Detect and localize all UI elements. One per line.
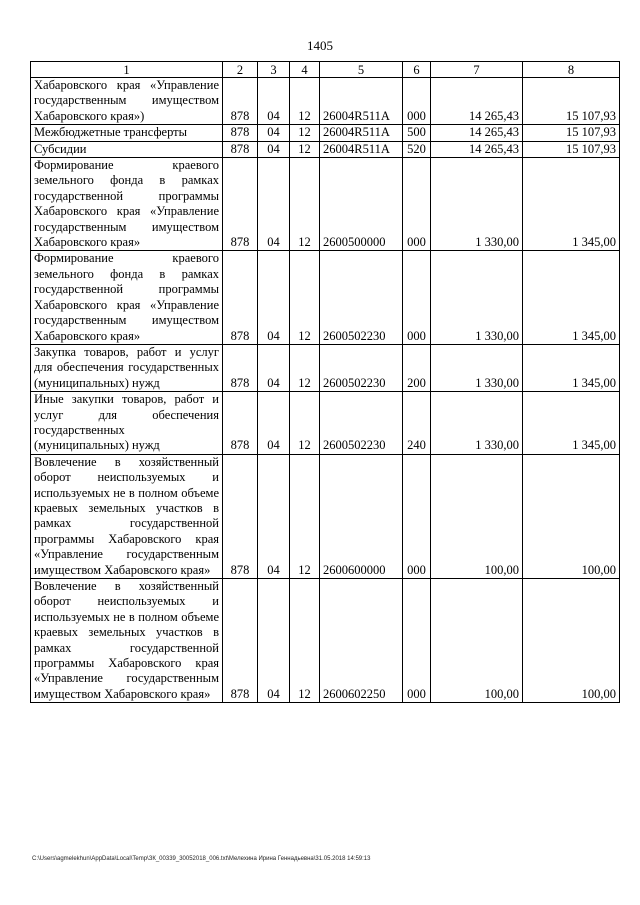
table-row [31,392,620,455]
cell-amount-year1: 14 265,43 [431,78,523,125]
cell-target-article: 26004R511A [320,141,403,157]
cell-expense-type: 200 [403,344,431,391]
cell-ministry: 878 [223,579,258,703]
budget-table [30,61,620,703]
cell-amount-year2: 100,00 [523,579,620,703]
cell-section: 04 [258,454,290,578]
cell-expense-type: 000 [403,78,431,125]
cell-amount-year1: 14 265,43 [431,141,523,157]
column-header: 4 [290,62,320,78]
cell-amount-year2: 1 345,00 [523,392,620,455]
row-name: Закупка товаров, работ и услуг для обеспечения государственных (муниципальных) нужд [31,344,223,391]
cell-subsection: 12 [290,454,320,578]
header-row [31,62,620,78]
cell-section: 04 [258,344,290,391]
row-name: Формирование краевого земельного фонда в рамках государственной программы Хабаровского края «Управление государственным имуществом Хабаровского края» [31,251,223,344]
column-header: 5 [320,62,403,78]
cell-amount-year2: 15 107,93 [523,78,620,125]
cell-target-article: 26004R511A [320,78,403,125]
row-name: Межбюджетные трансферты [31,125,223,141]
cell-ministry: 878 [223,344,258,391]
cell-ministry: 878 [223,392,258,455]
cell-target-article: 2600502230 [320,344,403,391]
cell-amount-year1: 14 265,43 [431,125,523,141]
cell-target-article: 2600600000 [320,454,403,578]
cell-target-article: 2600500000 [320,158,403,251]
row-name: Вовлечение в хозяйственный оборот неиспользуемых и используемых не в полном объеме краевых земельных участков в рамках государственной программы Хабаровского края «Управление государственным имуществом Хабаровского края» [31,454,223,578]
cell-subsection: 12 [290,579,320,703]
cell-expense-type: 000 [403,251,431,344]
cell-expense-type: 240 [403,392,431,455]
cell-amount-year2: 1 345,00 [523,158,620,251]
cell-amount-year1: 1 330,00 [431,344,523,391]
table-row [31,158,620,251]
cell-subsection: 12 [290,158,320,251]
cell-section: 04 [258,158,290,251]
table-row [31,78,620,125]
table-row [31,125,620,141]
column-header: 1 [31,62,223,78]
table-row [31,579,620,703]
cell-ministry: 878 [223,454,258,578]
cell-subsection: 12 [290,344,320,391]
cell-ministry: 878 [223,125,258,141]
cell-target-article: 2600502230 [320,251,403,344]
cell-section: 04 [258,579,290,703]
cell-amount-year1: 1 330,00 [431,251,523,344]
cell-amount-year1: 1 330,00 [431,392,523,455]
cell-amount-year2: 1 345,00 [523,344,620,391]
cell-subsection: 12 [290,78,320,125]
cell-target-article: 2600602250 [320,579,403,703]
cell-section: 04 [258,392,290,455]
column-header: 3 [258,62,290,78]
cell-amount-year2: 15 107,93 [523,125,620,141]
cell-section: 04 [258,78,290,125]
column-header: 2 [223,62,258,78]
row-name: Субсидии [31,141,223,157]
column-header: 7 [431,62,523,78]
cell-ministry: 878 [223,251,258,344]
cell-section: 04 [258,125,290,141]
cell-expense-type: 520 [403,141,431,157]
cell-amount-year1: 1 330,00 [431,158,523,251]
table-row [31,251,620,344]
cell-section: 04 [258,251,290,344]
cell-expense-type: 000 [403,454,431,578]
cell-section: 04 [258,141,290,157]
column-header: 8 [523,62,620,78]
cell-target-article: 2600502230 [320,392,403,455]
cell-subsection: 12 [290,251,320,344]
cell-ministry: 878 [223,141,258,157]
row-name: Вовлечение в хозяйственный оборот неиспользуемых и используемых не в полном объеме краевых земельных участков в рамках государственной программы Хабаровского края «Управление государственным имуществом Хабаровского края» [31,579,223,703]
cell-expense-type: 000 [403,579,431,703]
cell-amount-year2: 15 107,93 [523,141,620,157]
table-row [31,454,620,578]
cell-expense-type: 500 [403,125,431,141]
cell-amount-year2: 1 345,00 [523,251,620,344]
cell-expense-type: 000 [403,158,431,251]
table-row [31,344,620,391]
cell-amount-year1: 100,00 [431,579,523,703]
row-name: Формирование краевого земельного фонда в рамках государственной программы Хабаровского края «Управление государственным имуществом Хабаровского края» [31,158,223,251]
table-row [31,141,620,157]
row-name: Иные закупки товаров, работ и услуг для обеспечения государственных (муниципальных) нужд [31,392,223,455]
row-name: Хабаровского края «Управление государственным имуществом Хабаровского края») [31,78,223,125]
cell-target-article: 26004R511A [320,125,403,141]
column-header: 6 [403,62,431,78]
cell-subsection: 12 [290,125,320,141]
cell-ministry: 878 [223,78,258,125]
cell-ministry: 878 [223,158,258,251]
cell-amount-year2: 100,00 [523,454,620,578]
cell-subsection: 12 [290,392,320,455]
cell-amount-year1: 100,00 [431,454,523,578]
cell-subsection: 12 [290,141,320,157]
file-path-footer: C:\Users\agmelekhun\AppData\Local\Temp\ЗК_00339_30052018_006.txt\Мелехина Ирина Геннадьевна\31.05.2018 14:59:13 [32,856,371,862]
page-number: 1405 [307,38,333,53]
